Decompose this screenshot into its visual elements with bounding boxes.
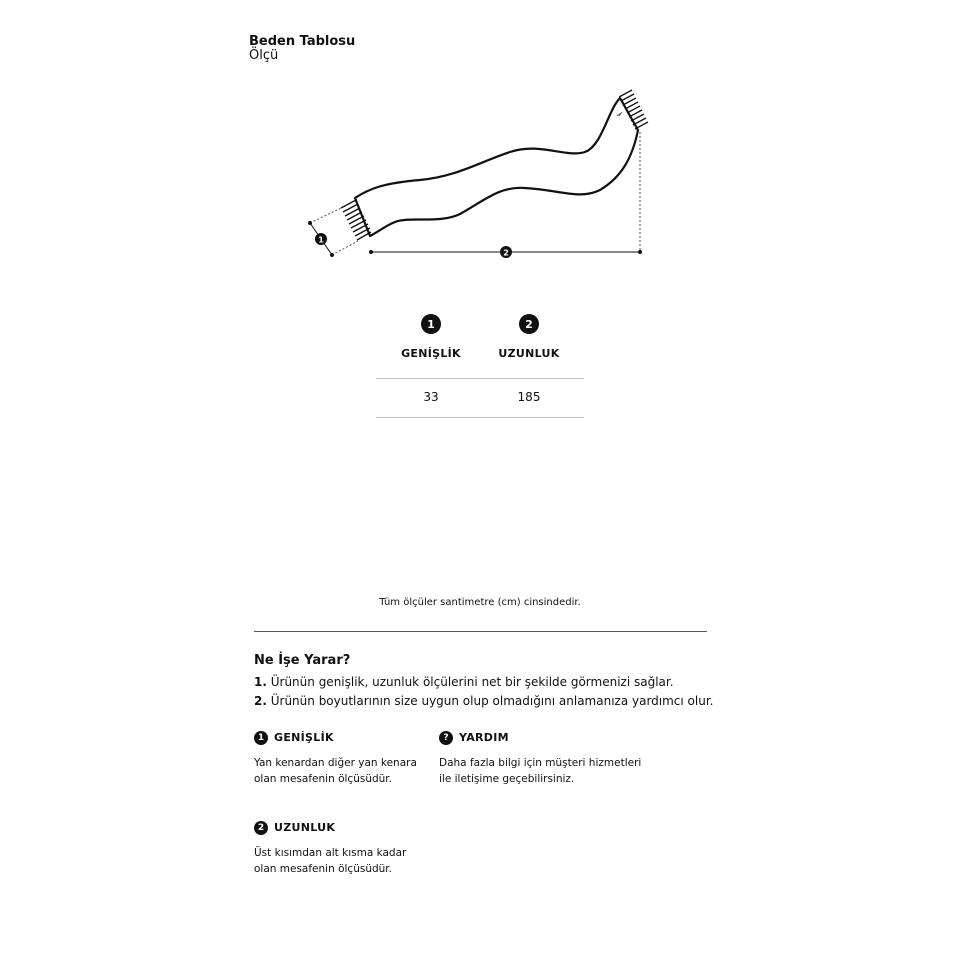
width-column-header: GENİŞLİK xyxy=(401,347,461,360)
help-card-title: YARDIM xyxy=(459,731,509,744)
width-value: 33 xyxy=(423,390,439,404)
svg-text:2: 2 xyxy=(503,248,509,258)
width-card-text: Yan kenardan diğer yan kenara olan mesafenin ölçüsüdür. xyxy=(254,757,417,785)
length-card-text: Üst kısımdan alt kısma kadar olan mesafenin ölçüsüdür. xyxy=(254,847,407,875)
info-point-2: 2. Ürünün boyutlarının size uygun olup olmadığını anlamanıza yardımcı olur. xyxy=(254,694,714,708)
length-card-badge: 2 xyxy=(254,821,268,835)
width-marker xyxy=(315,233,327,245)
width-number-badge: 1 xyxy=(421,314,441,334)
table-divider-bottom xyxy=(376,417,584,418)
length-column-header: UZUNLUK xyxy=(498,347,560,360)
width-card-title: GENİŞLİK xyxy=(274,731,334,744)
width-guide xyxy=(310,208,358,255)
page-subtitle: Ölçü xyxy=(249,48,279,63)
section-divider xyxy=(254,631,707,632)
measurement-table xyxy=(376,314,584,420)
info-heading: Ne İşe Yarar? xyxy=(254,653,351,668)
help-card-badge: ? xyxy=(439,731,453,745)
length-number-badge: 2 xyxy=(519,314,539,334)
width-card-badge: 1 xyxy=(254,731,268,745)
table-divider-top xyxy=(376,378,584,379)
help-card-text: Daha fazla bilgi için müşteri hizmetleri ile iletişime geçebilirsiniz. xyxy=(439,757,642,785)
page-title: Beden Tablosu xyxy=(249,34,356,49)
svg-text:1: 1 xyxy=(318,235,324,245)
length-value: 185 xyxy=(517,390,541,404)
info-point-1: 1. Ürünün genişlik, uzunluk ölçülerini net bir şekilde görmenizi sağlar. xyxy=(254,675,674,689)
length-card-title: UZUNLUK xyxy=(274,821,336,834)
unit-note: Tüm ölçüler santimetre (cm) cinsindedir. xyxy=(379,597,581,608)
scarf-outline xyxy=(355,98,638,236)
scarf-diagram xyxy=(300,85,660,270)
length-marker xyxy=(500,246,512,258)
